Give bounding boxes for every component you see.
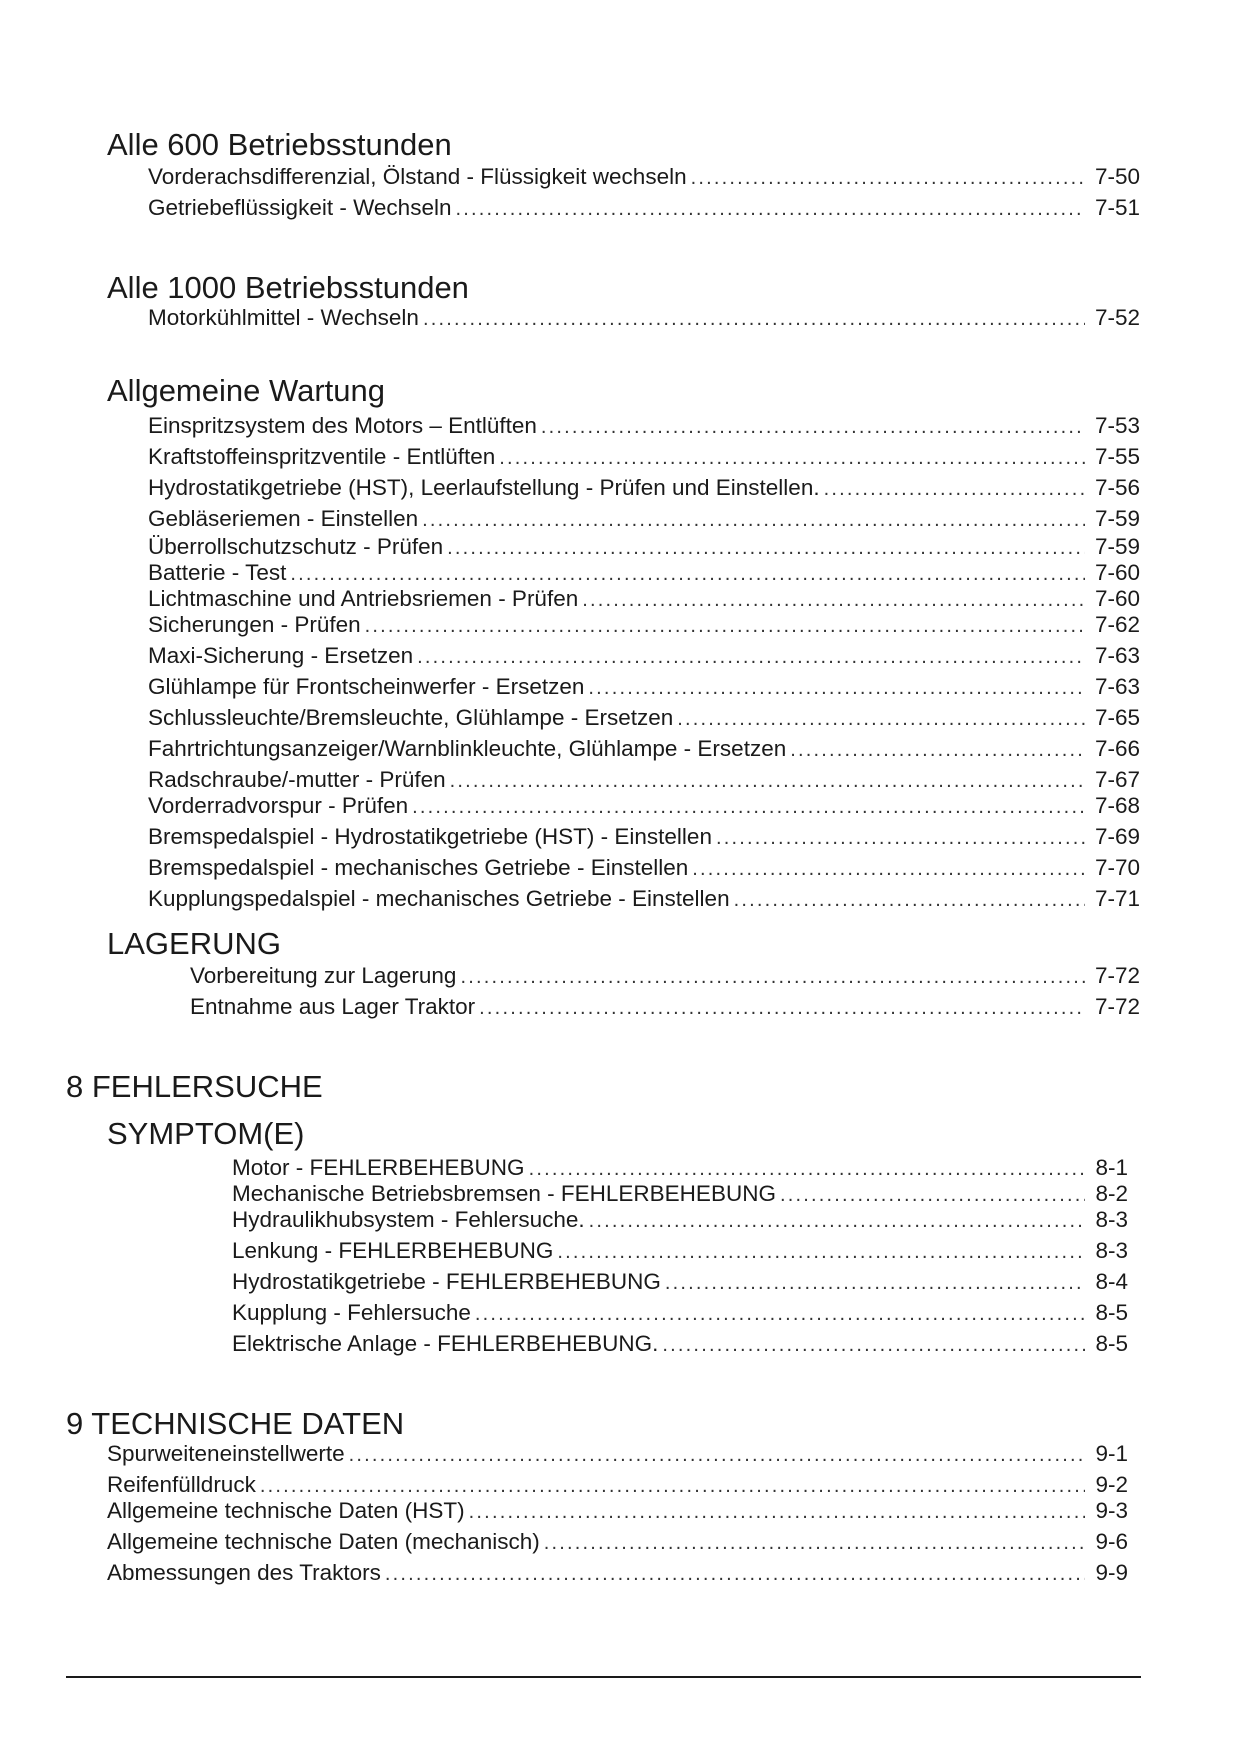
toc-leader-dots [824, 475, 1085, 503]
toc-leader-dots [447, 534, 1085, 562]
toc-leader-dots [349, 1441, 1086, 1469]
section-heading-symptome: SYMPTOM(E) [107, 1116, 305, 1151]
toc-entry[interactable] [148, 673, 1140, 702]
toc-entry-text: Spurweiteneinstellwerte [107, 1441, 345, 1466]
toc-page-number: 8-2 [1095, 1181, 1128, 1206]
toc-entry[interactable] [148, 474, 1140, 503]
toc-leader-dots [365, 612, 1085, 640]
toc-leader-dots [417, 643, 1085, 671]
toc-entry[interactable] [232, 1299, 1128, 1328]
toc-leader-dots [588, 674, 1085, 702]
toc-page-number: 8-5 [1095, 1300, 1128, 1325]
toc-leader-dots [582, 586, 1085, 614]
toc-leader-dots [385, 1560, 1086, 1588]
toc-entry[interactable] [148, 194, 1140, 223]
toc-leader-dots [475, 1300, 1086, 1328]
toc-entry[interactable] [107, 1471, 1128, 1500]
toc-leader-dots [665, 1269, 1086, 1297]
toc-entry-text: Getriebeflüssigkeit - Wechseln [148, 195, 452, 220]
toc-leader-dots [677, 705, 1085, 733]
toc-leader-dots [780, 1181, 1086, 1209]
toc-entry-text: Kupplung - Fehlersuche [232, 1300, 471, 1325]
toc-leader-dots [557, 1238, 1085, 1266]
toc-page-number: 7-65 [1094, 705, 1140, 730]
toc-entry-text: Batterie - Test [148, 560, 287, 585]
toc-page-number: 8-4 [1095, 1269, 1128, 1294]
toc-entry[interactable] [232, 1180, 1128, 1209]
toc-entry[interactable] [107, 1528, 1128, 1557]
toc-entry[interactable] [148, 304, 1140, 333]
toc-entry-text: Allgemeine technische Daten (HST) [107, 1498, 465, 1523]
toc-entry[interactable] [148, 642, 1140, 671]
toc-entry-text: Abmessungen des Traktors [107, 1560, 381, 1585]
toc-entry-text: Hydrostatikgetriebe (HST), Leerlaufstellung - Prüfen und Einstellen. [148, 475, 820, 500]
toc-entry[interactable] [148, 704, 1140, 733]
toc-leader-dots [450, 767, 1085, 795]
toc-page-number: 7-53 [1094, 413, 1140, 438]
toc-entry-text: Hydraulikhubsystem - Fehlersuche. [232, 1207, 585, 1232]
toc-leader-dots [479, 994, 1085, 1022]
toc-entry[interactable] [148, 412, 1140, 441]
toc-entry[interactable] [148, 854, 1140, 883]
toc-entry-text: Lichtmaschine und Antriebsriemen - Prüfen [148, 586, 579, 611]
toc-entry-text: Bremspedalspiel - Hydrostatikgetriebe (HST) - Einstellen [148, 824, 712, 849]
toc-leader-dots [423, 305, 1085, 333]
toc-leader-dots [692, 855, 1085, 883]
toc-page-number: 8-1 [1095, 1155, 1128, 1180]
toc-entry-text: Einspritzsystem des Motors – Entlüften [148, 413, 537, 438]
toc-entry[interactable] [232, 1237, 1128, 1266]
toc-entry-text: Glühlampe für Frontscheinwerfer - Ersetzen [148, 674, 585, 699]
toc-entry-text: Vorderradvorspur - Prüfen [148, 793, 409, 818]
toc-page-number: 7-63 [1094, 674, 1140, 699]
toc-page-number: 7-62 [1094, 612, 1140, 637]
toc-entry[interactable] [148, 505, 1140, 534]
toc-entry-text: Vorbereitung zur Lagerung [190, 963, 457, 988]
toc-entry[interactable] [148, 766, 1140, 795]
toc-entry[interactable] [190, 962, 1140, 991]
toc-entry[interactable] [148, 163, 1140, 192]
toc-entry-text: Maxi-Sicherung - Ersetzen [148, 643, 414, 668]
toc-entry-text: Sicherungen - Prüfen [148, 612, 361, 637]
toc-entry[interactable] [148, 735, 1140, 764]
section-heading-lagerung: LAGERUNG [107, 926, 281, 961]
toc-entry-text: Entnahme aus Lager Traktor [190, 994, 476, 1019]
toc-entry-text: Überrollschutzschutz - Prüfen [148, 534, 444, 559]
toc-entry[interactable] [232, 1154, 1128, 1183]
toc-entry[interactable] [107, 1497, 1128, 1526]
toc-leader-dots [544, 1529, 1086, 1557]
toc-page-number: 9-6 [1095, 1529, 1128, 1554]
toc-entry-text: Radschraube/-mutter - Prüfen [148, 767, 446, 792]
toc-entry[interactable] [148, 533, 1140, 562]
toc-entry-text: Fahrtrichtungsanzeiger/Warnblinkleuchte, Glühlampe - Ersetzen [148, 736, 787, 761]
toc-leader-dots [469, 1498, 1086, 1526]
toc-leader-dots [589, 1207, 1086, 1235]
chapter-heading-technische-daten: 9 TECHNISCHE DATEN [66, 1406, 405, 1441]
toc-page-number: 7-55 [1094, 444, 1140, 469]
toc-page-number: 7-59 [1094, 506, 1140, 531]
toc-page-number: 8-5 [1095, 1331, 1128, 1356]
toc-leader-dots [691, 164, 1085, 192]
toc-entry-text: Bremspedalspiel - mechanisches Getriebe - Einstellen [148, 855, 689, 880]
toc-page-number: 7-72 [1094, 963, 1140, 988]
toc-leader-dots [455, 195, 1084, 223]
toc-leader-dots [529, 1155, 1086, 1183]
toc-page-number: 7-67 [1094, 767, 1140, 792]
toc-page-number: 7-52 [1094, 305, 1140, 330]
toc-entry-text: Schlussleuchte/Bremsleuchte, Glühlampe - Ersetzen [148, 705, 674, 730]
toc-entry[interactable] [148, 559, 1140, 588]
toc-entry-text: Allgemeine technische Daten (mechanisch) [107, 1529, 540, 1554]
toc-leader-dots [790, 736, 1085, 764]
toc-page-number: 7-60 [1094, 560, 1140, 585]
toc-leader-dots [662, 1331, 1085, 1359]
toc-entry[interactable] [148, 885, 1140, 914]
footer-divider [66, 1676, 1141, 1678]
toc-leader-dots [499, 444, 1085, 472]
toc-page-number: 7-69 [1094, 824, 1140, 849]
toc-leader-dots [734, 886, 1085, 914]
toc-entry[interactable] [148, 823, 1140, 852]
toc-entry-text: Motor - FEHLERBEHEBUNG [232, 1155, 525, 1180]
toc-entry[interactable] [148, 792, 1140, 821]
toc-leader-dots [260, 1472, 1086, 1500]
toc-entry-text: Elektrische Anlage - FEHLERBEHEBUNG. [232, 1331, 659, 1356]
toc-leader-dots [460, 963, 1085, 991]
toc-entry-text: Motorkühlmittel - Wechseln [148, 305, 419, 330]
toc-entry[interactable] [232, 1206, 1128, 1235]
toc-entry[interactable] [148, 443, 1140, 472]
toc-page-number: 7-50 [1094, 164, 1140, 189]
toc-page-number: 7-72 [1094, 994, 1140, 1019]
toc-page-number: 9-9 [1095, 1560, 1128, 1585]
toc-entry-text: Mechanische Betriebsbremsen - FEHLERBEHEBUNG [232, 1181, 776, 1206]
toc-page-number: 9-2 [1095, 1472, 1128, 1497]
toc-page-number: 7-60 [1094, 586, 1140, 611]
toc-page-number: 7-71 [1094, 886, 1140, 911]
toc-entry[interactable] [107, 1440, 1128, 1469]
toc-page-number: 7-68 [1094, 793, 1140, 818]
section-heading-1000h: Alle 1000 Betriebsstunden [107, 270, 469, 305]
toc-entry-text: Hydrostatikgetriebe - FEHLERBEHEBUNG [232, 1269, 661, 1294]
toc-page-number: 7-56 [1094, 475, 1140, 500]
toc-page-number: 7-70 [1094, 855, 1140, 880]
toc-entry-text: Lenkung - FEHLERBEHEBUNG [232, 1238, 554, 1263]
toc-entry-text: Kupplungspedalspiel - mechanisches Getriebe - Einstellen [148, 886, 730, 911]
toc-entry[interactable] [232, 1268, 1128, 1297]
toc-leader-dots [422, 506, 1085, 534]
toc-entry-text: Kraftstoffeinspritzventile - Entlüften [148, 444, 496, 469]
toc-entry[interactable] [107, 1559, 1128, 1588]
section-heading-600h: Alle 600 Betriebsstunden [107, 127, 452, 162]
section-heading-allgemeine-wartung: Allgemeine Wartung [107, 373, 385, 408]
toc-page-number: 9-3 [1095, 1498, 1128, 1523]
toc-page-number: 7-51 [1094, 195, 1140, 220]
toc-entry-text: Gebläseriemen - Einstellen [148, 506, 419, 531]
toc-page-number: 8-3 [1095, 1207, 1128, 1232]
toc-leader-dots [412, 793, 1085, 821]
toc-leader-dots [541, 413, 1085, 441]
toc-page-number: 7-63 [1094, 643, 1140, 668]
toc-entry[interactable] [190, 993, 1140, 1022]
toc-entry[interactable] [232, 1330, 1128, 1359]
toc-page-number: 7-66 [1094, 736, 1140, 761]
toc-page-number: 7-59 [1094, 534, 1140, 559]
toc-entry-text: Reifenfülldruck [107, 1472, 256, 1497]
toc-leader-dots [716, 824, 1085, 852]
toc-entry[interactable] [148, 585, 1140, 614]
toc-leader-dots [290, 560, 1085, 588]
toc-entry-text: Vorderachsdifferenzial, Ölstand - Flüssigkeit wechseln [148, 164, 687, 189]
chapter-heading-fehlersuche: 8 FEHLERSUCHE [66, 1069, 323, 1104]
toc-page-number: 8-3 [1095, 1238, 1128, 1263]
toc-page-number: 9-1 [1095, 1441, 1128, 1466]
toc-entry[interactable] [148, 611, 1140, 640]
